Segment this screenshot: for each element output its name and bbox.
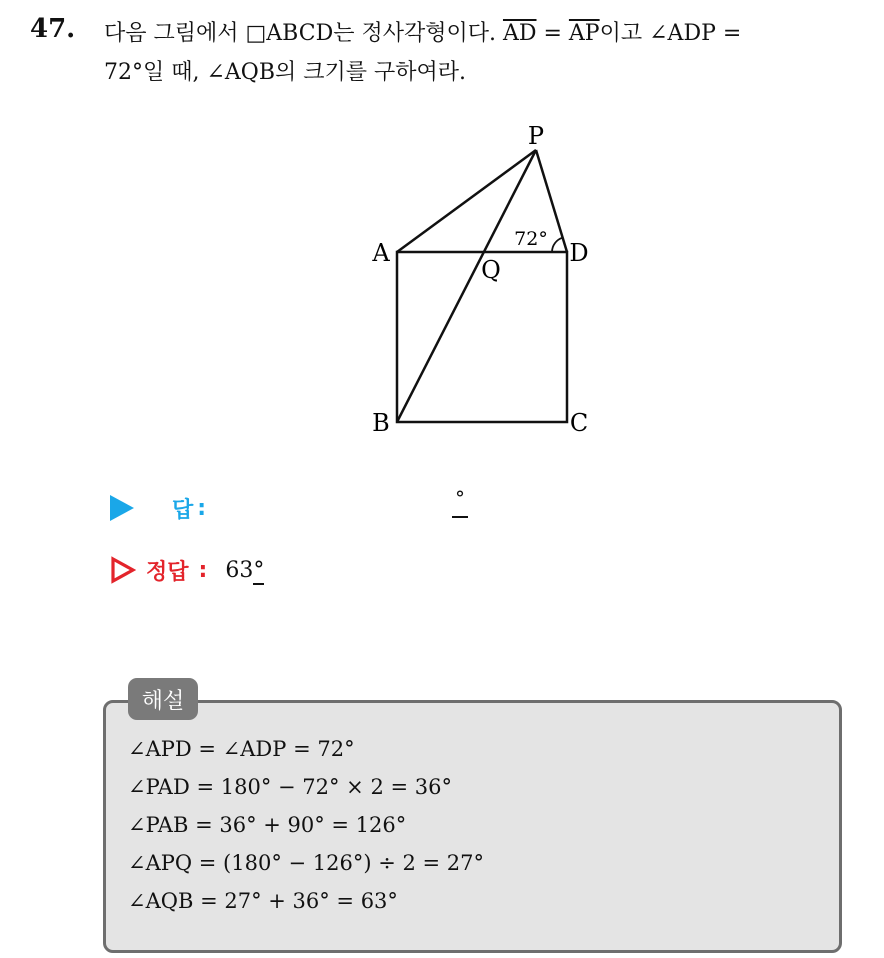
- equals-sign: =: [536, 21, 569, 46]
- question-line-2: 72°일 때, ∠AQB의 크기를 구하여라.: [104, 60, 466, 85]
- label-c: C: [569, 409, 589, 437]
- label-p: P: [527, 122, 545, 150]
- answer-blank[interactable]: °: [452, 486, 468, 518]
- square-diagram: [340, 110, 620, 450]
- question-prefix: 다음 그림에서 □ABCD는 정사각형이다.: [104, 21, 503, 46]
- answer-colon: :: [197, 495, 207, 521]
- question-number: 47.: [30, 14, 76, 44]
- correct-colon: :: [198, 557, 208, 583]
- correct-value-group: [225, 558, 264, 583]
- label-q: Q: [481, 256, 501, 284]
- outline-triangle-icon: [110, 556, 136, 584]
- correct-unit: °: [253, 557, 265, 583]
- segment-p-b: [397, 150, 536, 422]
- angle-label: 72°: [514, 228, 548, 250]
- filled-triangle-icon: [110, 495, 134, 521]
- question-suffix: 이고 ∠ADP =: [599, 21, 742, 46]
- answer-row: [110, 490, 206, 526]
- segment-ad: $\overline{AD}$: [502, 21, 537, 46]
- solution-line-1: ∠APD = ∠ADP = 72°: [128, 737, 355, 761]
- answer-label: 답: [172, 497, 194, 523]
- correct-label: 정답: [146, 559, 189, 585]
- angle-arc: [552, 238, 563, 252]
- solution-tag: 해설: [128, 678, 198, 720]
- label-b: B: [372, 409, 390, 437]
- correct-value: 63: [225, 557, 254, 583]
- solution-line-5: ∠AQB = 27° + 36° = 63°: [128, 889, 398, 913]
- segment-ap: $\overline{AP}$: [568, 21, 600, 46]
- correct-answer-row: [110, 553, 264, 587]
- label-a: A: [372, 239, 390, 267]
- label-d: D: [569, 239, 589, 267]
- question-line-1: [104, 16, 741, 47]
- geometry-figure: [340, 110, 620, 450]
- solution-line-4: ∠APQ = (180° − 126°) ÷ 2 = 27°: [128, 851, 485, 875]
- solution-line-2: ∠PAD = 180° − 72° × 2 = 36°: [128, 775, 452, 799]
- solution-line-3: ∠PAB = 36° + 90° = 126°: [128, 813, 407, 837]
